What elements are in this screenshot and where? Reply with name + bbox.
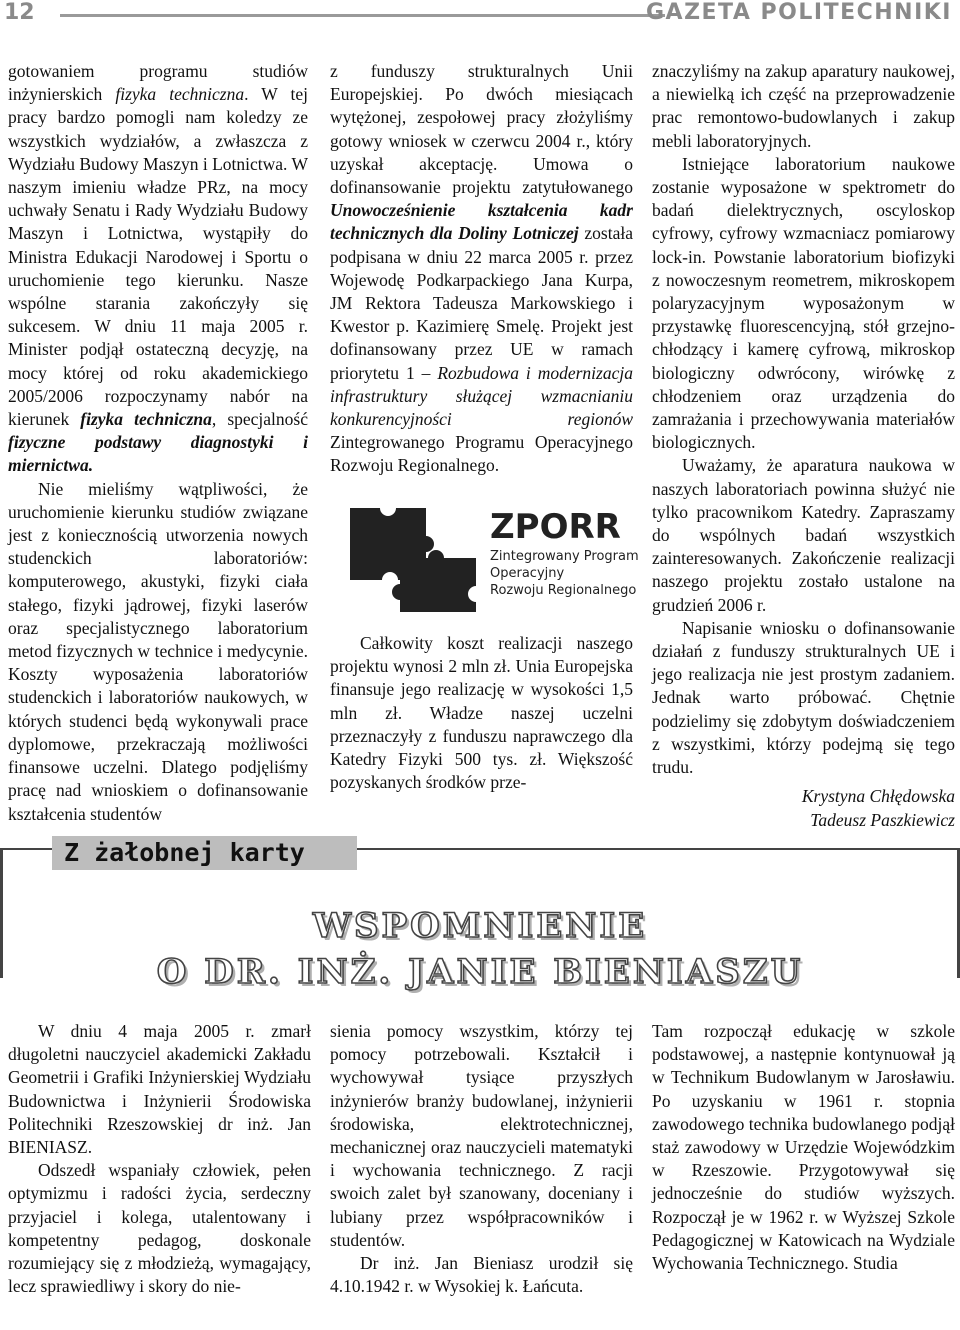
article-column-3 [652, 60, 955, 832]
paragraph: sienia pomocy wszystkim, którzy tej pomocy potrzebowali. Kształcił i wychowywał tysiące przyszłych inżynierów branży budowlanej, inżynierii środowiska, elektrotechnicznej, mechanicznej oraz nauczycieli matematyki i wychowania technicznego. Z racji swoich zalet był szanowany, doceniany i lubiany przez współpracowników i studentów. [330, 1021, 633, 1250]
paragraph: Uważamy, że aparatura naukowa w naszych laboratoriach powinna służyć nie tylko pracownikom Katedry. Zapraszamy do wspólnych badań wszystkich zainteresowanych. Zakończenie realizacji naszego projektu zostało ustalone na grudzień 2006 r. [652, 455, 955, 615]
publication-title: GAZETA POLITECHNIKI [645, 0, 952, 25]
puzzle-logo-icon [340, 498, 640, 618]
paragraph: Tam rozpoczął edukację w szkole podstawowej, a następnie kontynuował ją w Technikum Budowlanym w Jarosławiu. Po uzyskaniu w 1961 r. stopnia zawodowego technika budowlanego podjął staż zawodowy w Urzędzie Wojewódzkim w Rzeszowie. Przygotowywał się jednocześnie do studiów wyższych. Rozpoczął je w 1962 r. w Wyższej Szkole Pedagogicznej w Katowicach na Wydziale Wychowania Technicznego. Studia [652, 1021, 955, 1274]
logo-name: ZPORR [490, 507, 621, 547]
obituary-column-1 [8, 1020, 311, 1298]
header-rule [60, 14, 665, 17]
paragraph: Całkowity koszt realizacji naszego projektu wynosi 2 mln zł. Unia Europejska finansuje jego realizację w wysokości 1,5 mln zł. Władze naszej uczelni przeznaczyły z funduszu naprawczego dla Katedry Fizyki 500 tys. zł. Większość pozyskanych środków prze- [330, 633, 633, 793]
logo-line-3: Rozwoju Regionalnego [490, 583, 637, 598]
logo-line-1: Zintegrowany Program [490, 549, 639, 564]
article-column-2 [330, 60, 633, 478]
paragraph: gotowaniem programu studiów inżynierskich fizyka techniczna. W tej pracy bardzo pomogli nam koledzy ze wszystkich wydziałów, a zwłaszcza z Wydziału Budowy Maszyn i Lotnictwa. W naszym imieniu władze PRz, na mocy uchwały Senatu i Rady Wydziału Budowy Maszyn i Lotnictwa, wystąpiły do Ministra Edukacji Narodowej i Sportu o uruchomienie tego kierunku. Nasze wspólne starania zakończyły się sukcesem. W dniu 11 maja 2005 r. Minister podjął ostateczną decyzję, na mocy której od roku akademickiego 2005/2006 rozpoczynamy nabór na kierunek fizyka techniczna, specjalność fizyczne podstawy diagnostyki i miernictwa. [8, 61, 308, 476]
paragraph: Istniejące laboratorium naukowe zostanie wyposażone w spektrometr do badań dielektrycznych, oscyloskop cyfrowy, cyfrowy wzmacniacz pomiarowy lock-in. Powstanie laboratorium biofizyki z nowoczesnym reometrem, mikroskopem polaryzacyjnym wyposażonym w przystawkę fluorescencyjną, stół grzejno-chłodzący i kamerę cyfrową, mikroskop biologiczny odwrócony, wirówkę z chłodzeniem oraz urządzenia do zamrażania i przechowywania materiałów biologicznych. [652, 153, 955, 453]
paragraph: znaczyliśmy na zakup aparatury naukowej, a niewielką ich część na przeprowadzenie prac remontowo-budowlanych i zakup mebli laboratoryjnych. [652, 61, 955, 151]
obituary-column-3 [652, 1020, 955, 1275]
zporr-logo [340, 498, 640, 618]
obituary-title-line-2: O DR. INŻ. JANIE BIENIASZU [156, 952, 804, 992]
paragraph: Napisanie wniosku o dofinansowanie działań z funduszy strukturalnych UE i jego realizacja nie jest prostym zadaniem. Jednak warto próbować. Chętnie podzielimy się zdobytym doświadczeniem z wszystkimi, którzy podejmą się tego trudu. [652, 617, 955, 778]
paragraph: W dniu 4 maja 2005 r. zmarł długoletni nauczyciel akademicki Zakładu Geometrii i Grafiki Inżynierskiej Wydziału Budownictwa i Inżynierii Środowiska Politechniki Rzeszowskiej dr inż. Jan BIENIASZ. [8, 1021, 311, 1158]
paragraph: Odszedł wspaniały człowiek, pełen optymizmu i radości życia, serdeczny przyjaciel i kolega, utalentowany i kompetentny pedagog, doskonale rozumiejący się z młodzieżą, wymagający, lecz sprawiedliwy i skory do nie- [8, 1160, 311, 1297]
section-title: Z żałobnej karty [64, 838, 305, 867]
page-number: 12 [4, 0, 35, 25]
author-name: Krystyna Chłędowska [801, 786, 955, 807]
obituary-title-line-1: WSPOMNIENIE [312, 906, 648, 946]
logo-line-2: Operacyjny [490, 566, 565, 581]
paragraph: z funduszy strukturalnych Unii Europejskiej. Po dwóch miesiącach wytężonej, zespołowej pracy złożyliśmy gotowy wniosek w czerwcu 2004 r., który uzyskał akceptację. Umowa o dofinansowanie projektu zatytułowanego Unowocześnienie kształcenia kadr technicznych dla Doliny Lotniczej została podpisana w dniu 22 marca 2005 r. przez Wojewodę Podkarpackiego Jana Kurpa, JM Rektora Tadeusza Markowskiego i Kwestor p. Kazimierę Smelę. Projekt jest dofinansowany przez UE w ramach priorytetu 1 – Rozbudowa i modernizacja infrastruktury służącej wzmacnianiu konkurencyjności regionów Zintegrowanego Programu Operacyjnego Rozwoju Regionalnego. [330, 61, 633, 476]
paragraph: Dr inż. Jan Bieniasz urodził się 4.10.1942 r. w Wysokiej k. Łańcuta. [330, 1253, 633, 1297]
author-name: Tadeusz Paszkiewicz [810, 809, 955, 830]
paragraph: Nie mieliśmy wątpliwości, że uruchomienie kierunku studiów związane jest z koniecznością utworzenia nowych studenckich laboratoriów: komputerowego, akustyki, fizyki ciała stałego, fizyki jądrowej, fizyki laserów oraz specjalistycznego laboratorium metod fizycznych w technice i medycynie. Koszty wyposażenia laboratoriów studenckich i laboratoriów naukowych, w których studenci będą wykonywali prace dyplomowe, przekraczają możliwości finansowe uczelni. Dlatego podjęliśmy pracę nad wnioskiem o dofinansowanie kształcenia studentów [8, 478, 308, 824]
obituary-column-2 [330, 1020, 633, 1298]
article-column-1 [8, 60, 308, 826]
article-column-2-continued [330, 632, 633, 794]
